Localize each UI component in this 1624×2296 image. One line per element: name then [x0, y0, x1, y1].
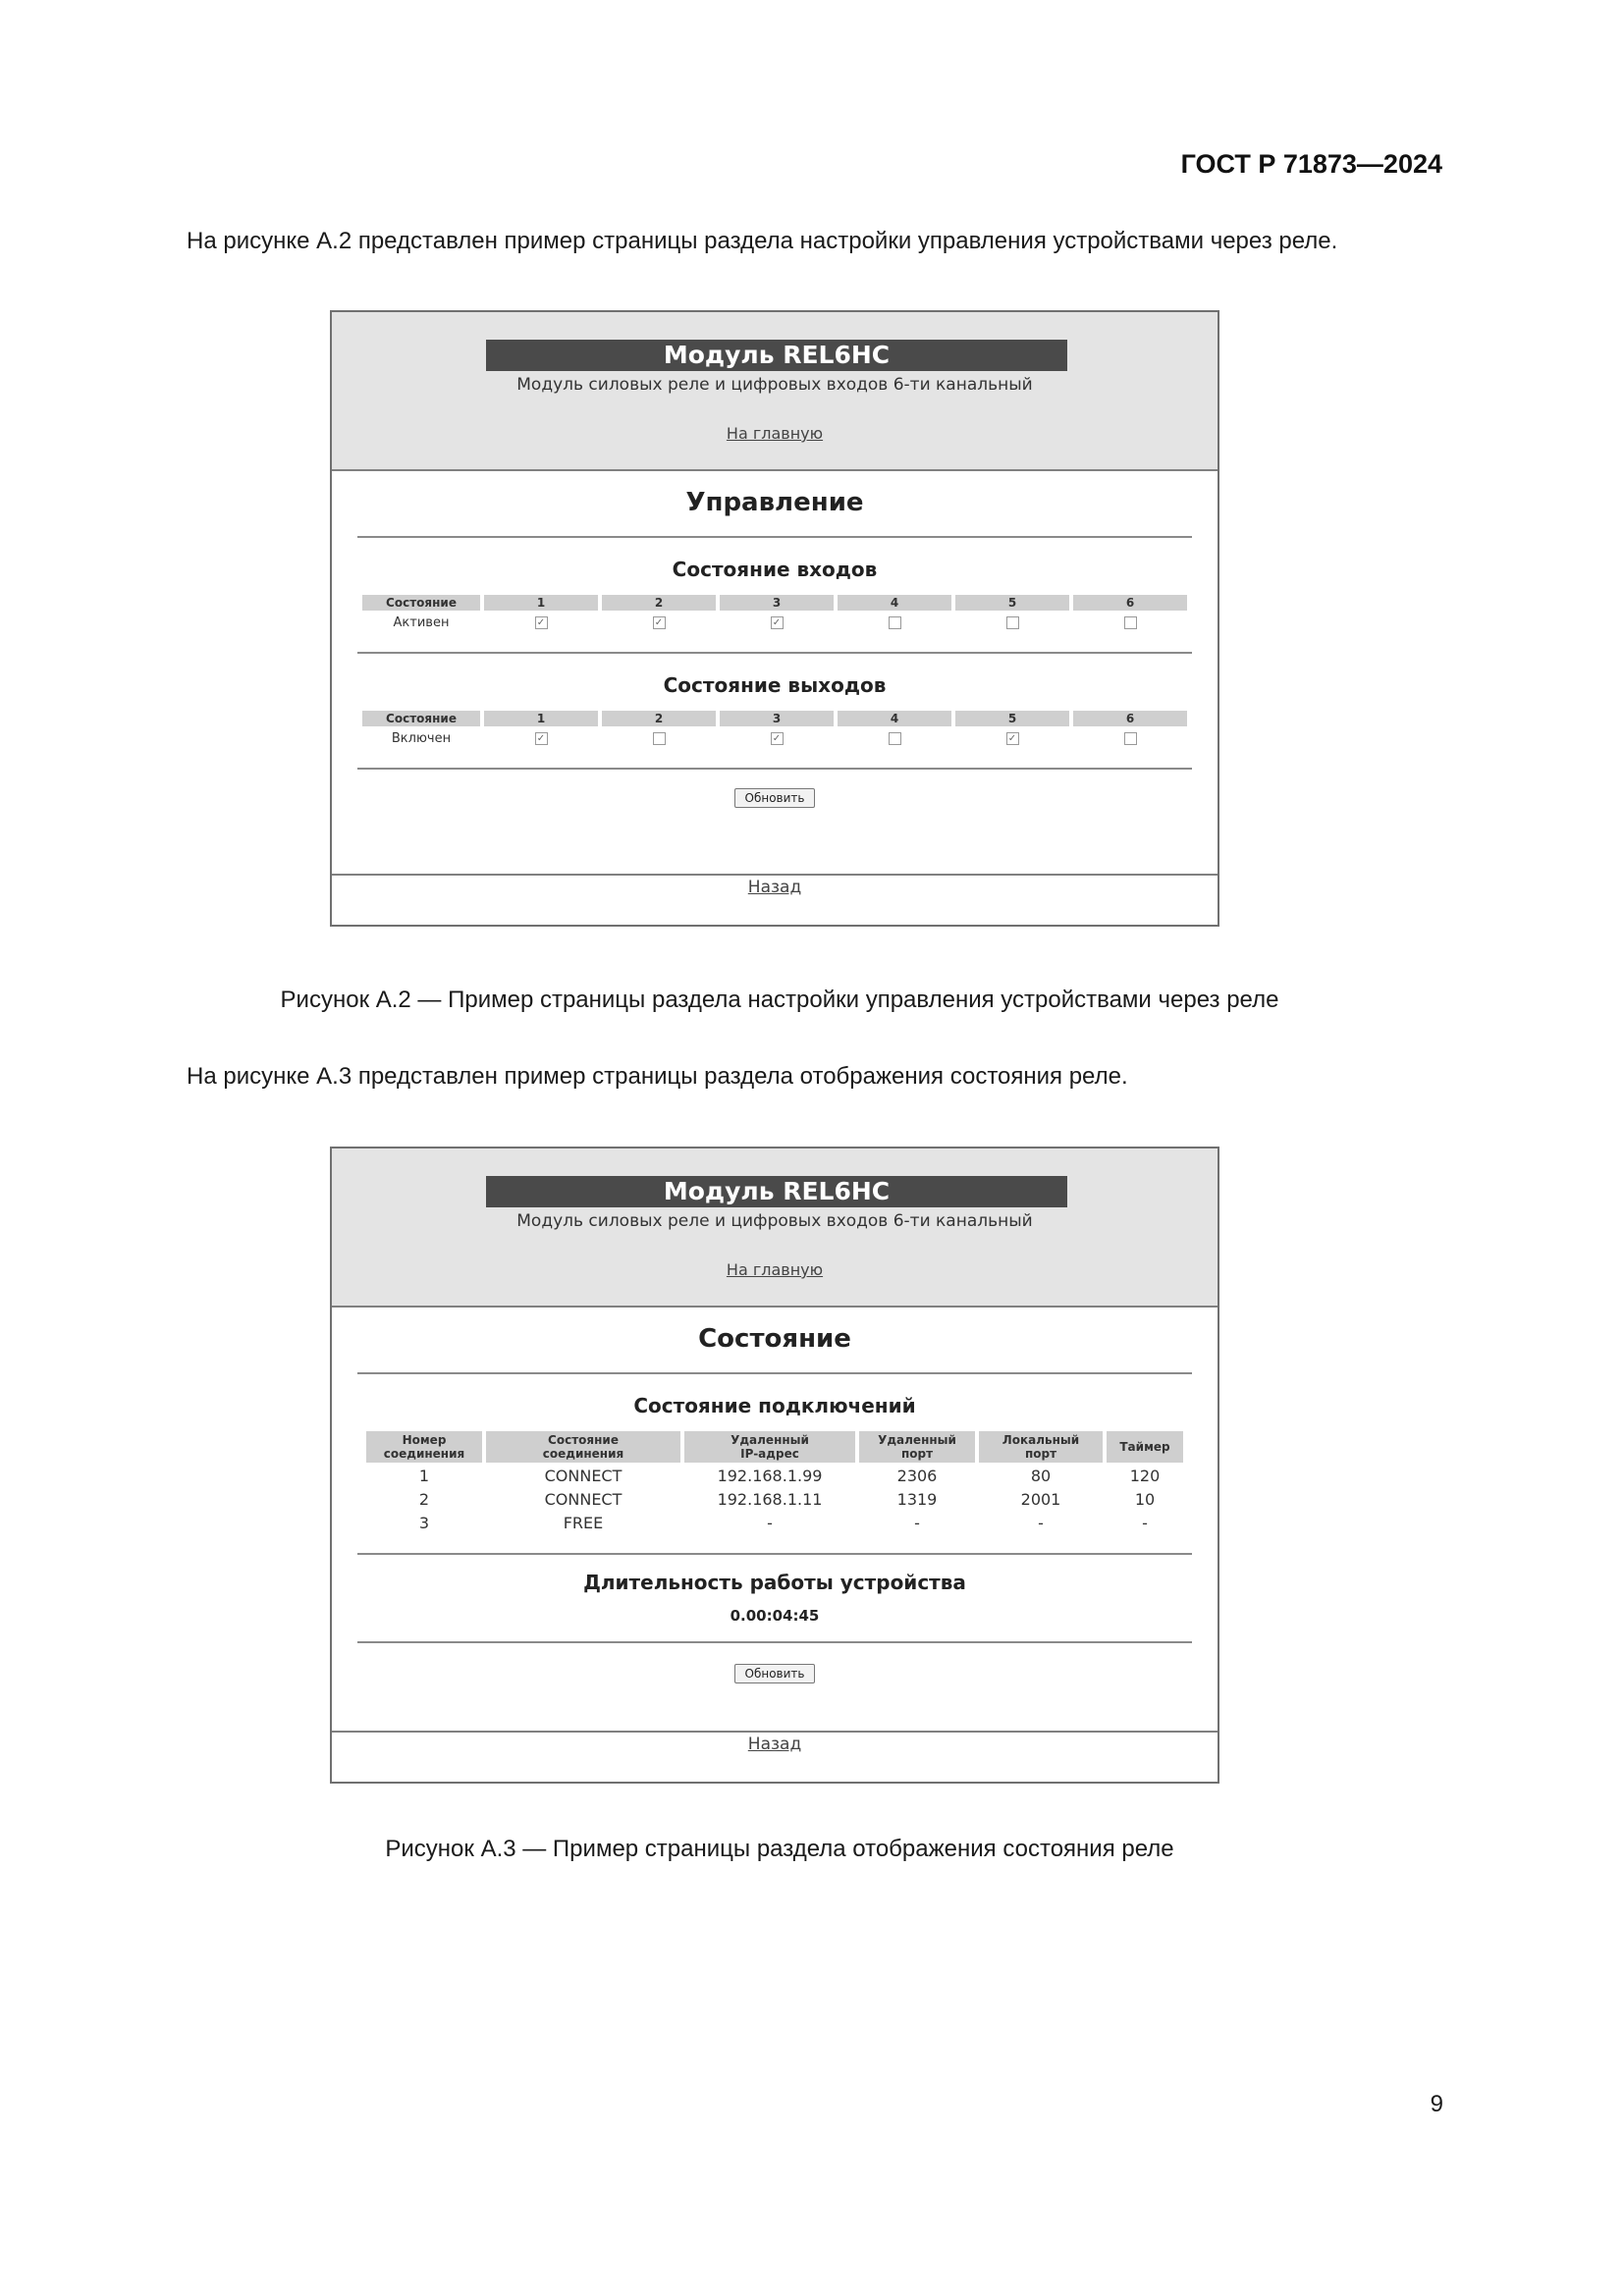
- output-6-checkbox[interactable]: [1124, 732, 1137, 745]
- output-2-checkbox[interactable]: [653, 732, 666, 745]
- module-title: Модуль REL6HC: [486, 340, 1067, 371]
- caption-a3: Рисунок А.3 — Пример страницы раздела отображения состояния реле: [385, 1836, 1174, 1862]
- cell: CONNECT: [544, 1489, 623, 1509]
- back-link[interactable]: Назад: [747, 1735, 802, 1754]
- cell: -: [1038, 1513, 1044, 1532]
- figure-a3-screenshot: [330, 1147, 1219, 1784]
- input-4-checkbox: [889, 616, 901, 629]
- cell: 1: [418, 1466, 430, 1485]
- col-header: 2: [602, 595, 716, 611]
- table-row: [366, 1465, 1183, 1486]
- col-header: Удаленный порт: [859, 1431, 975, 1463]
- output-3-checkbox[interactable]: ✓: [771, 732, 784, 745]
- cell: 192.168.1.11: [717, 1489, 823, 1509]
- cell: 3: [418, 1513, 430, 1532]
- col-header: 5: [955, 595, 1069, 611]
- col-header: Таймер: [1107, 1431, 1183, 1463]
- col-header: 4: [838, 711, 951, 726]
- input-1-checkbox: ✓: [535, 616, 548, 629]
- home-link[interactable]: На главную: [726, 424, 824, 443]
- page-title: Состояние: [698, 1324, 851, 1354]
- uptime-title: Длительность работы устройства: [583, 1571, 966, 1594]
- module-subtitle: Модуль силовых реле и цифровых входов 6-ти канальный: [516, 375, 1033, 395]
- intro-paragraph-a3: На рисунке А.3 представлен пример страницы раздела отображения состояния реле.: [187, 1063, 1128, 1090]
- table-row: [366, 1488, 1183, 1510]
- col-header: Локальный порт: [979, 1431, 1103, 1463]
- caption-a2: Рисунок А.2 — Пример страницы раздела настройки управления устройствами через реле: [280, 987, 1279, 1013]
- outputs-table: [358, 709, 1191, 750]
- inputs-table: [358, 593, 1191, 634]
- input-3-checkbox: ✓: [771, 616, 784, 629]
- refresh-button[interactable]: Обновить: [734, 1664, 816, 1683]
- connections-title: Состояние подключений: [633, 1394, 916, 1417]
- col-header: 6: [1073, 595, 1187, 611]
- row-label: Включен: [391, 730, 452, 746]
- uptime-value: 0.00:04:45: [730, 1607, 820, 1625]
- col-header: Состояние соединения: [486, 1431, 680, 1463]
- cell: 2: [418, 1489, 430, 1509]
- page-footer: [332, 874, 1218, 927]
- control-body: [332, 471, 1218, 874]
- status-body: [332, 1308, 1218, 1731]
- cell: -: [767, 1513, 773, 1532]
- input-6-checkbox: [1124, 616, 1137, 629]
- standard-designation: ГОСТ Р 71873—2024: [1180, 149, 1442, 179]
- outputs-title: Состояние выходов: [663, 673, 887, 697]
- intro-paragraph-a2: На рисунке А.2 представлен пример страницы раздела настройки управления устройствами через реле.: [187, 228, 1338, 254]
- module-title: Модуль REL6HC: [486, 1176, 1067, 1207]
- home-link[interactable]: На главную: [726, 1260, 824, 1279]
- input-2-checkbox: ✓: [653, 616, 666, 629]
- col-header: 3: [720, 711, 834, 726]
- inputs-title: Состояние входов: [672, 558, 878, 581]
- cell: CONNECT: [544, 1466, 623, 1485]
- connections-table: [362, 1429, 1187, 1535]
- table-row: [366, 1512, 1183, 1533]
- input-5-checkbox: [1006, 616, 1019, 629]
- col-header: Удаленный IP-адрес: [684, 1431, 855, 1463]
- col-header: Состояние: [362, 595, 480, 611]
- module-header: [332, 1148, 1218, 1308]
- back-link[interactable]: Назад: [747, 878, 802, 897]
- row-label: Активен: [393, 614, 450, 630]
- col-header: 5: [955, 711, 1069, 726]
- col-header: Состояние: [362, 711, 480, 726]
- figure-a2-screenshot: [330, 310, 1219, 927]
- output-5-checkbox[interactable]: ✓: [1006, 732, 1019, 745]
- page-number: 9: [1430, 2091, 1443, 2117]
- col-header: 4: [838, 595, 951, 611]
- output-1-checkbox[interactable]: ✓: [535, 732, 548, 745]
- cell: -: [914, 1513, 920, 1532]
- col-header: 2: [602, 711, 716, 726]
- refresh-button[interactable]: Обновить: [734, 788, 816, 808]
- cell: FREE: [563, 1513, 604, 1532]
- page-title: Управление: [685, 488, 864, 517]
- output-4-checkbox[interactable]: [889, 732, 901, 745]
- cell: 1319: [896, 1489, 938, 1509]
- cell: 2306: [896, 1466, 938, 1485]
- module-header: [332, 312, 1218, 471]
- page-footer: [332, 1731, 1218, 1784]
- cell: 10: [1134, 1489, 1156, 1509]
- cell: 80: [1030, 1466, 1052, 1485]
- cell: 2001: [1020, 1489, 1061, 1509]
- cell: 120: [1129, 1466, 1161, 1485]
- module-subtitle: Модуль силовых реле и цифровых входов 6-ти канальный: [516, 1211, 1033, 1231]
- col-header: 1: [484, 595, 598, 611]
- col-header: 6: [1073, 711, 1187, 726]
- cell: 192.168.1.99: [717, 1466, 823, 1485]
- col-header: 1: [484, 711, 598, 726]
- col-header: 3: [720, 595, 834, 611]
- cell: -: [1142, 1513, 1148, 1532]
- col-header: Номер соединения: [366, 1431, 482, 1463]
